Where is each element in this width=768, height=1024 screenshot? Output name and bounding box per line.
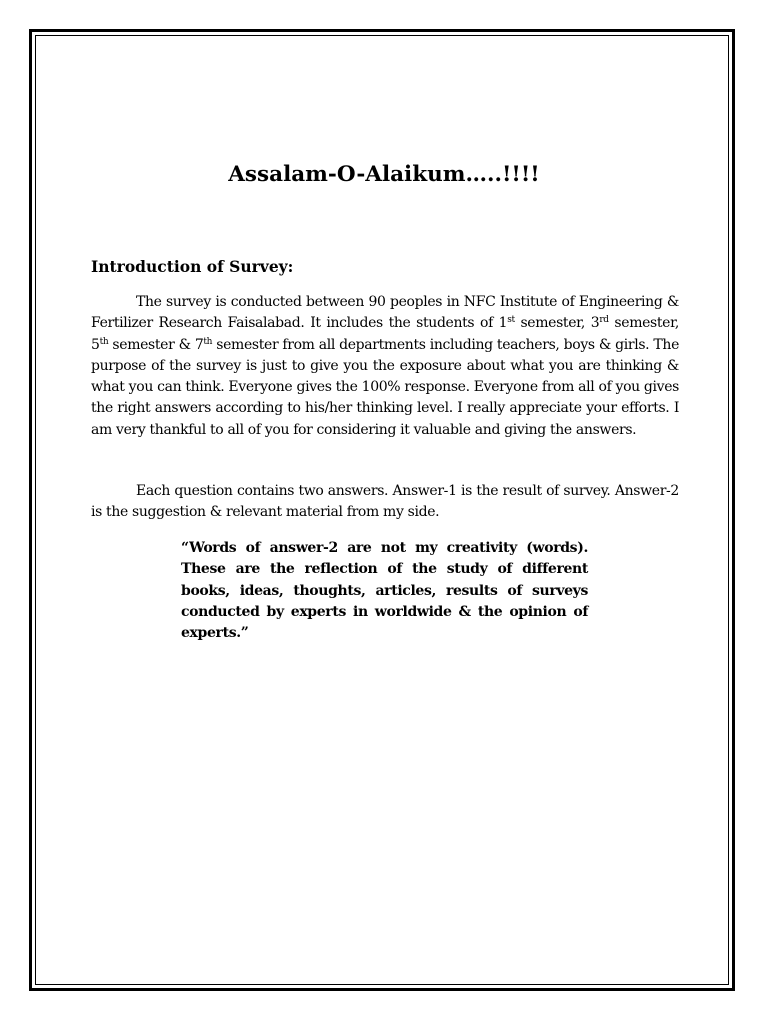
intro-text-part: semester & 7 <box>108 336 204 353</box>
ordinal-suffix: th <box>99 336 109 347</box>
intro-text-part: semester, 5 <box>91 315 680 353</box>
intro-text-part: semester from all departments including teachers, boys & girls. The purpose of the survey is just to give you the exposure about what you are thinking & what you can think. Everyone gives the 100% response. Everyone from all of you gives the right answers according to his/her thinking level. I really appreciate your efforts. I am very thankful to all of you for considering it valuable and giving the answers. <box>91 336 680 438</box>
quote-block: “Words of answer-2 are not my creativity (words). These are the reflection of the study of different books, ideas, thoughts, articles, results of surveys conducted by experts in worldwide & the opinion of experts.” <box>181 540 588 642</box>
intro-text-part: The survey is conducted between 90 peoples in NFC Institute of Engineering & Fertilizer Research Faisalabad. It includes the students of 1 <box>91 294 679 332</box>
intro-text-part: semester, 3 <box>514 315 600 332</box>
ordinal-suffix: rd <box>599 315 609 326</box>
answers-paragraph: Each question contains two answers. Answer-1 is the result of survey. Answer-2 is the suggestion & relevant material from my side. <box>91 483 679 521</box>
ordinal-suffix: st <box>507 315 515 326</box>
page-title: Assalam-O-Alaikum…..!!!! <box>228 162 540 187</box>
intro-paragraph <box>91 292 679 441</box>
ordinal-suffix: th <box>203 336 213 347</box>
section-heading: Introduction of Survey: <box>91 257 294 276</box>
